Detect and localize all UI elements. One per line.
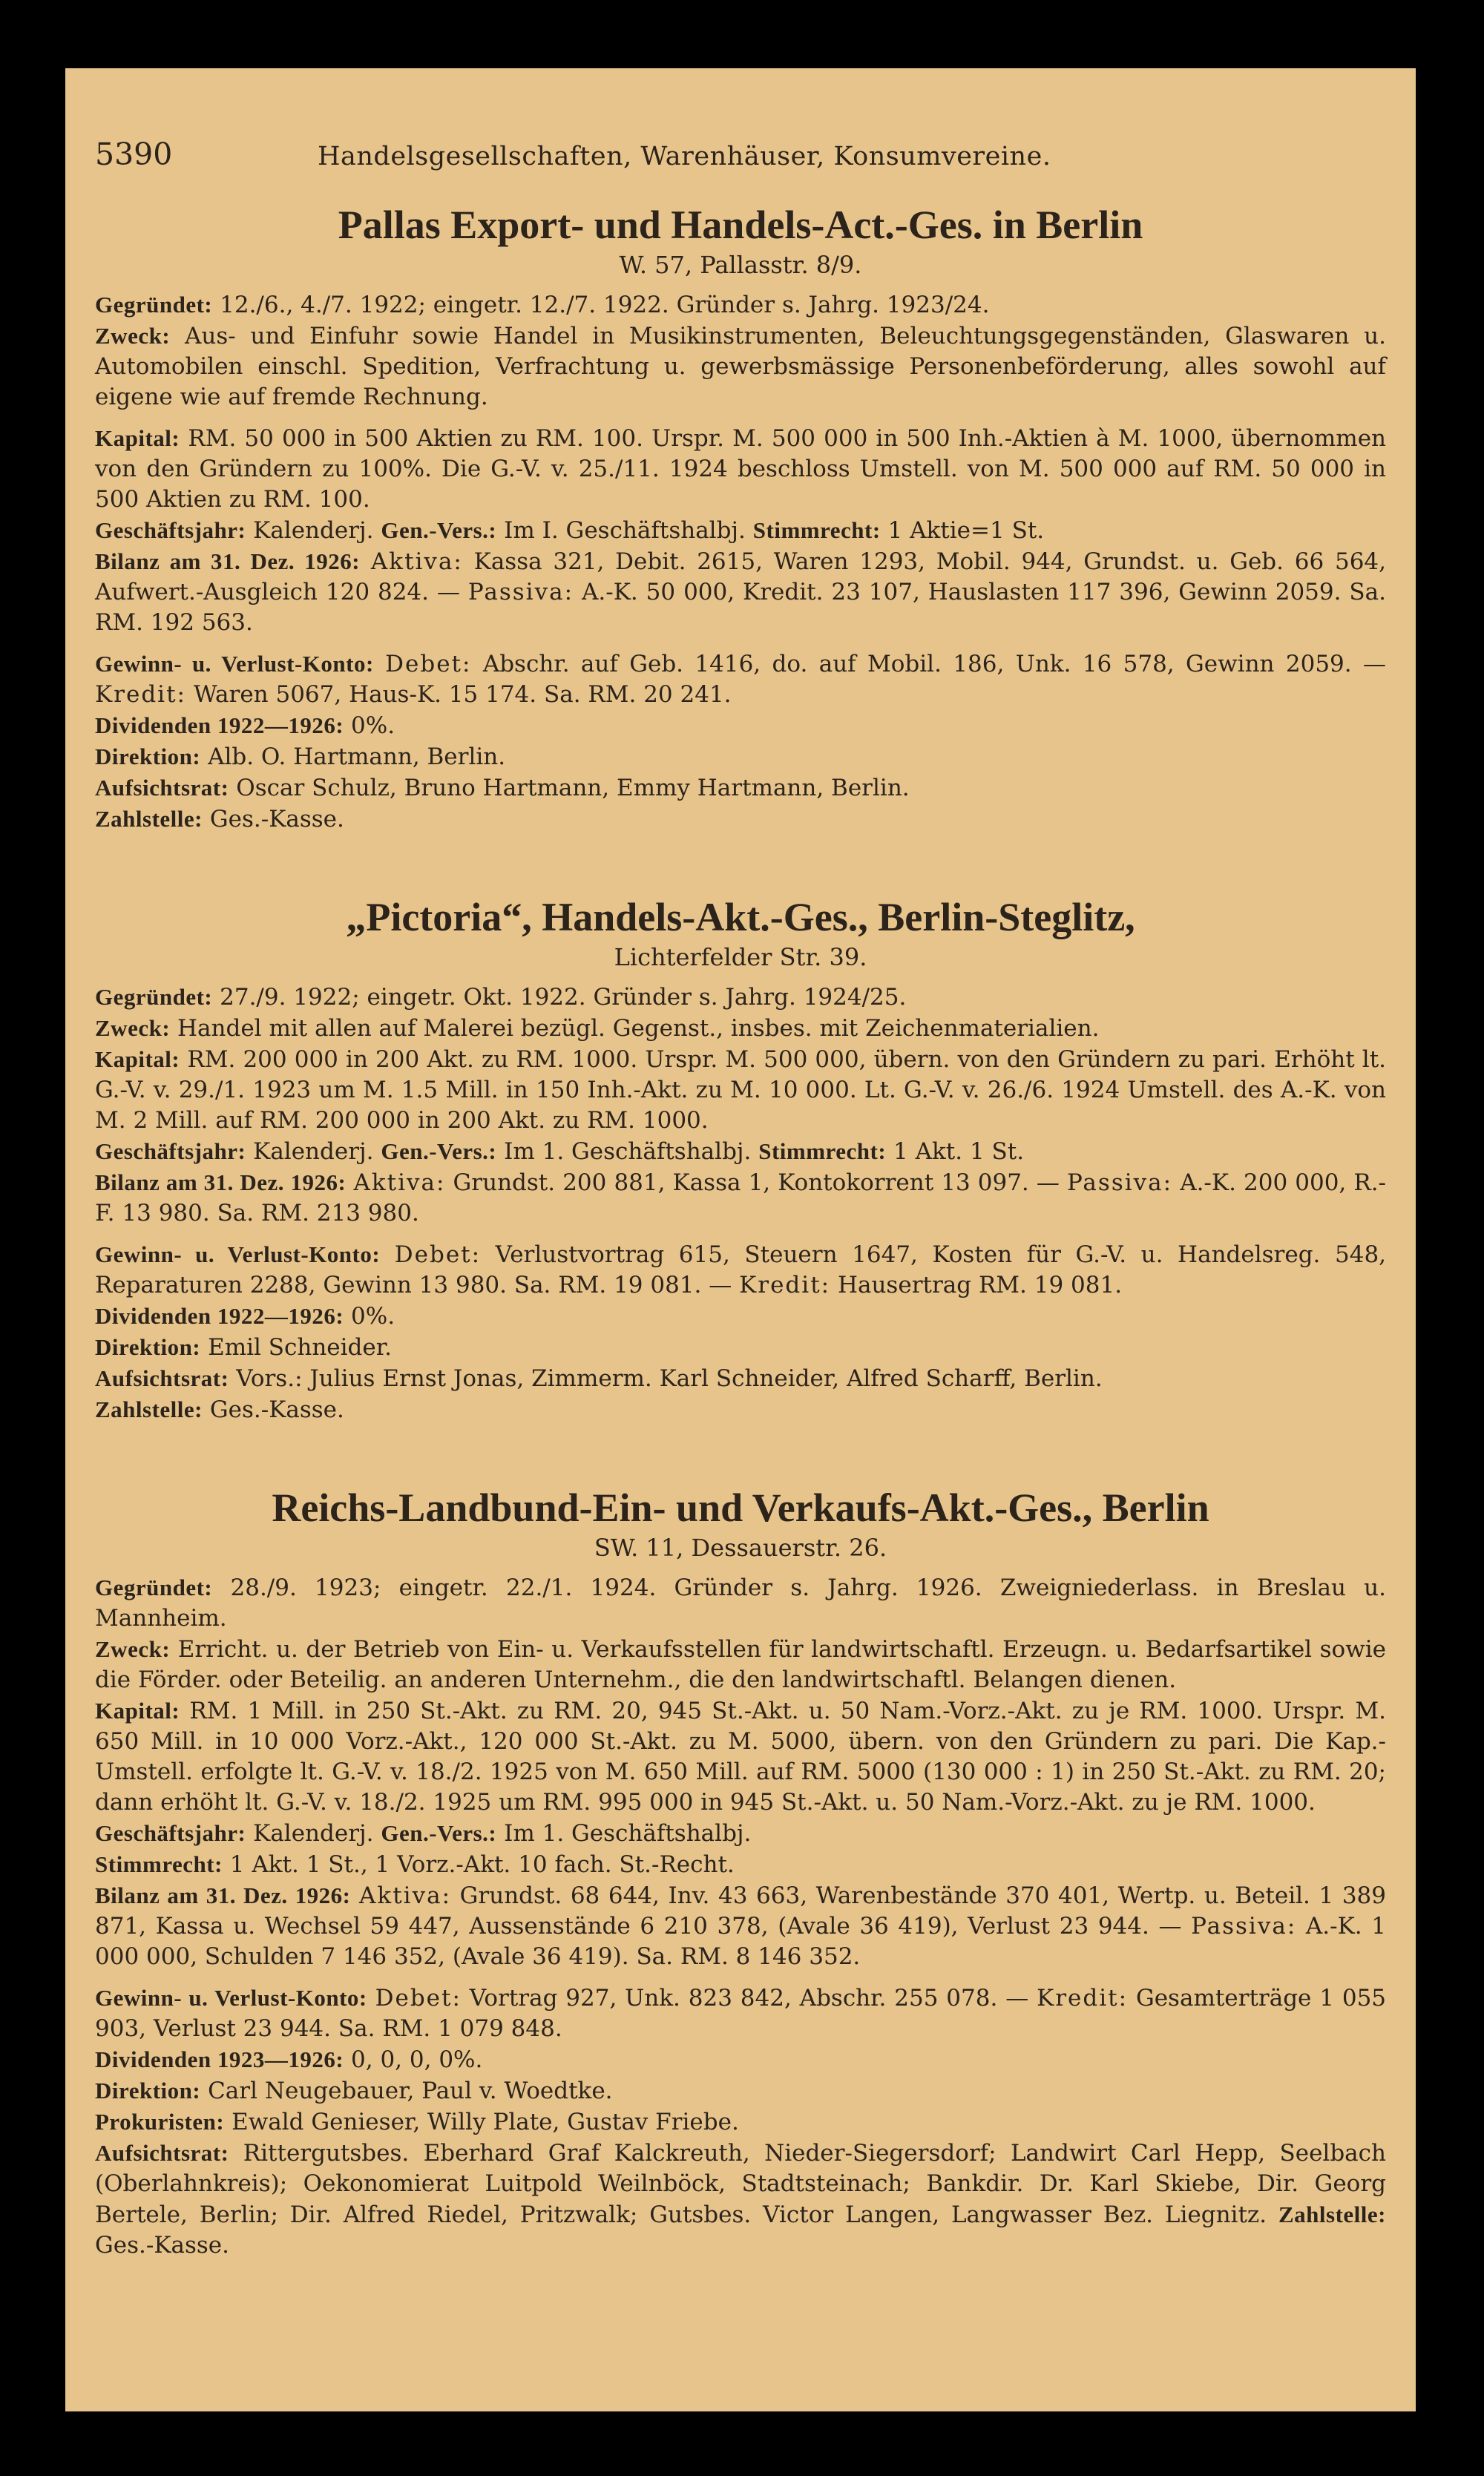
fiscal-line	[95, 1136, 1386, 1167]
purpose-text: Erricht. u. der Betrieb von Ein- u. Verkaufsstellen für landwirtschaftl. Erzeugn. u. Bedarfsartikel sowie die Förder. oder Beteilig. an anderen Unternehm., die den landwirtschaftl. Belangen dienen.	[95, 1636, 1386, 1694]
liabilities-text: A.-K. 1 000 000, Schulden 7 146 352, (Avale 36 419). Sa. RM. 8 146 352.	[95, 1913, 1386, 1971]
capital-text: RM. 50 000 in 500 Aktien zu RM. 100. Urspr. M. 500 000 in 500 Inh.-Aktien à M. 1000, übernommen von den Gründern zu 100%. Die G.-V. v. 25./11. 1924 beschloss Umstell. von M. 500 000 auf RM. 50 000 in 500 Aktien zu RM. 100.	[95, 425, 1387, 513]
capital-text: RM. 1 Mill. in 250 St.-Akt. zu RM. 20, 945 St.-Akt. u. 50 Nam.-Vorz.-Akt. zu je RM. 1000. Urspr. M. 650 Mill. in 10 000 Vorz.-Akt., 120 000 St.-Akt. zu M. 5000, übern. von den Gründern zu pari. Die Kap.-Umstell. erfolgte lt. G.-V. v. 18./2. 1925 von M. 650 Mill. auf RM. 5000 (130 000 : 1) in 250 St.-Akt. zu RM. 20; dann erhöht lt. G.-V. v. 18./2. 1925 um RM. 995 000 in 945 St.-Akt. u. 50 Nam.-Vorz.-Akt. zu je RM. 1000.	[95, 1698, 1387, 1816]
pl-line	[95, 1983, 1386, 2044]
company-address: W. 57, Pallasstr. 8/9.	[619, 251, 862, 280]
debit-word: Debet:	[394, 1241, 482, 1269]
voting-right-line	[95, 1849, 1386, 1880]
directorate-text: Emil Schneider.	[208, 1334, 393, 1362]
page-content	[95, 137, 1386, 2261]
company-address: Lichterfelder Str. 39.	[614, 943, 867, 972]
credit-text: Waren 5067, Haus-K. 15 174. Sa. RM. 20 241.	[193, 681, 732, 709]
company-address: SW. 11, Dessauerstr. 26.	[594, 1534, 887, 1563]
purpose-label: Zweck:	[95, 1636, 171, 1663]
paying-agent-label: Zahlstelle:	[95, 1396, 203, 1423]
company-title: Reichs-Landbund-Ein- und Verkaufs-Akt.-Ges., Berlin	[272, 1485, 1209, 1531]
founded-label: Gegründet:	[95, 984, 213, 1011]
founded-text: 27./9. 1922; eingetr. Okt. 1922. Gründer s. Jahrg. 1924/25.	[220, 984, 907, 1011]
dividend-text: 0%.	[351, 1303, 395, 1330]
liabilities-word: Passiva:	[467, 579, 574, 606]
supervisory-text: Oscar Schulz, Bruno Hartmann, Emmy Hartmann, Berlin.	[236, 775, 910, 802]
capital-label: Kapital:	[95, 425, 180, 452]
page-header	[95, 137, 1386, 185]
liabilities-text: A.-K. 200 000, R.-F. 13 980. Sa. RM. 213 980.	[95, 1169, 1387, 1227]
purpose-text: Aus- und Einfuhr sowie Handel in Musikinstrumenten, Beleuchtungsgegenständen, Glaswaren u. Automobilen einschl. Spedition, Verfrachtung u. gewerbsmässige Personenbeförderung, alles sowohl auf eigene wie auf fremde Rechnung.	[95, 323, 1386, 411]
procurists-label: Prokuristen:	[95, 2109, 225, 2135]
page-number: 5390	[95, 137, 173, 172]
pl-label: Gewinn- u. Verlust-Konto:	[95, 651, 374, 677]
credit-word: Kredit:	[1037, 1985, 1129, 2012]
general-meeting-text: Im 1. Geschäftshalbj.	[504, 1138, 752, 1166]
debit-text: Abschr. auf Geb. 1416, do. auf Mobil. 186, Unk. 16 578, Gewinn 2059. —	[482, 651, 1386, 678]
paying-agent-label: Zahlstelle:	[1278, 2201, 1386, 2228]
scanned-page	[65, 68, 1416, 2411]
supervisory-line	[95, 772, 1386, 804]
general-meeting-label: Gen.-Vers.:	[381, 1138, 497, 1165]
general-meeting-text: Im 1. Geschäftshalbj.	[504, 1820, 752, 1848]
dividend-text: 0, 0, 0, 0%.	[351, 2046, 483, 2074]
assets-word: Aktiva:	[353, 1169, 446, 1197]
founded-label: Gegründet:	[95, 1574, 213, 1601]
directorate-line	[95, 741, 1386, 772]
assets-text: Kassa 321, Debit. 2615, Waren 1293, Mobil. 944, Grundst. u. Geb. 66 564, Aufwert.-Ausgleich 120 824. —	[95, 548, 1387, 606]
purpose-line	[95, 1013, 1386, 1044]
debit-text: Vortrag 927, Unk. 823 842, Abschr. 255 078. —	[469, 1985, 1029, 2012]
purpose-text: Handel mit allen auf Malerei bezügl. Gegenst., insbes. mit Zeichenmaterialien.	[177, 1015, 1100, 1042]
balance-line	[95, 1880, 1386, 1972]
liabilities-word: Passiva:	[1191, 1913, 1297, 1940]
voting-right-text: 1 Akt. 1 St.	[893, 1138, 1025, 1166]
assets-text: Grundst. 68 644, Inv. 43 663, Warenbestände 370 401, Wertp. u. Beteil. 1 389 871, Kassa u. Wechsel 59 447, Aussenstände 6 210 378, (Avale 36 419), Verlust 23 944. —	[95, 1882, 1386, 1940]
fiscal-year-text: Kalenderj.	[253, 1138, 374, 1166]
directorate-label: Direktion:	[95, 1334, 201, 1361]
capital-line	[95, 1044, 1386, 1136]
voting-right-label: Stimmrecht:	[752, 517, 881, 544]
company-entry-pallas	[95, 202, 1386, 835]
paying-agent-text: Ges.-Kasse.	[95, 2232, 230, 2259]
dividend-label: Dividenden 1922—1926:	[95, 712, 344, 739]
founded-line	[95, 982, 1386, 1013]
capital-label: Kapital:	[95, 1698, 180, 1724]
founded-line	[95, 289, 1386, 321]
fiscal-year-text: Kalenderj.	[253, 1820, 374, 1848]
founded-text: 12./6., 4./7. 1922; eingetr. 12./7. 1922. Gründer s. Jahrg. 1923/24.	[220, 292, 990, 319]
supervisory-text: Vors.: Julius Ernst Jonas, Zimmerm. Karl Schneider, Alfred Scharff, Berlin.	[236, 1365, 1103, 1393]
dividend-label: Dividenden 1922—1926:	[95, 1303, 344, 1330]
dividend-line	[95, 710, 1386, 741]
purpose-line	[95, 1634, 1386, 1695]
voting-right-text: 1 Akt. 1 St., 1 Vorz.-Akt. 10 fach. St.-Recht.	[229, 1851, 735, 1879]
supervisory-label: Aufsichtsrat:	[95, 1365, 229, 1392]
liabilities-text: A.-K. 50 000, Kredit. 23 107, Hauslasten 117 396, Gewinn 2059. Sa. RM. 192 563.	[95, 579, 1386, 637]
dividend-line	[95, 1301, 1386, 1332]
general-meeting-label: Gen.-Vers.:	[381, 517, 497, 544]
directorate-text: Carl Neugebauer, Paul v. Woedtke.	[208, 2078, 613, 2105]
credit-text: Hausertrag RM. 19 081.	[837, 1272, 1123, 1299]
supervisory-label: Aufsichtsrat:	[95, 775, 229, 801]
directorate-label: Direktion:	[95, 743, 201, 770]
voting-right-text: 1 Aktie=1 St.	[887, 517, 1045, 545]
fiscal-line	[95, 515, 1386, 546]
directorate-line	[95, 1332, 1386, 1363]
capital-line	[95, 423, 1386, 515]
assets-word: Aktiva:	[359, 1882, 452, 1910]
supervisory-line	[95, 1363, 1386, 1394]
balance-label: Bilanz am 31. Dez. 1926:	[95, 1882, 351, 1909]
fiscal-year-label: Geschäftsjahr:	[95, 1138, 246, 1165]
voting-right-label: Stimmrecht:	[758, 1138, 887, 1165]
liabilities-word: Passiva:	[1066, 1169, 1173, 1197]
founded-line	[95, 1572, 1386, 1634]
company-entry-reichs-landbund	[95, 1485, 1386, 2261]
balance-label: Bilanz am 31. Dez. 1926:	[95, 1169, 347, 1196]
voting-right-label: Stimmrecht:	[95, 1851, 223, 1878]
paying-agent-text: Ges.-Kasse.	[209, 1396, 344, 1424]
directorate-text: Alb. O. Hartmann, Berlin.	[208, 743, 506, 771]
fiscal-year-text: Kalenderj.	[253, 517, 374, 545]
debit-word: Debet:	[385, 651, 472, 678]
dividend-text: 0%.	[351, 712, 395, 740]
fiscal-year-label: Geschäftsjahr:	[95, 1820, 246, 1847]
balance-line	[95, 546, 1386, 638]
fiscal-line	[95, 1818, 1386, 1849]
balance-label: Bilanz am 31. Dez. 1926:	[95, 548, 361, 575]
credit-word: Kredit:	[739, 1272, 831, 1299]
pl-label: Gewinn- u. Verlust-Konto:	[95, 1985, 367, 2012]
paying-agent-label: Zahlstelle:	[95, 806, 203, 833]
general-meeting-text: Im I. Geschäftshalbj.	[504, 517, 746, 545]
supervisory-line	[95, 2138, 1386, 2261]
founded-text: 28./9. 1923; eingetr. 22./1. 1924. Gründer s. Jahrg. 1926. Zweigniederlass. in Breslau u. Mannheim.	[95, 1574, 1386, 1632]
purpose-label: Zweck:	[95, 323, 171, 349]
supervisory-label: Aufsichtsrat:	[95, 2140, 229, 2167]
founded-label: Gegründet:	[95, 292, 213, 318]
dividend-label: Dividenden 1923—1926:	[95, 2046, 344, 2073]
assets-word: Aktiva:	[370, 548, 463, 576]
purpose-line	[95, 321, 1386, 413]
pl-line	[95, 648, 1386, 710]
credit-word: Kredit:	[95, 681, 186, 709]
company-title: „Pictoria“, Handels-Akt.-Ges., Berlin-Steglitz,	[346, 895, 1135, 940]
company-entry-pictoria	[95, 894, 1386, 1425]
procurists-line	[95, 2106, 1386, 2138]
pl-line	[95, 1239, 1386, 1301]
directorate-line	[95, 2075, 1386, 2106]
credit-text: Gesamterträge 1 055 903, Verlust 23 944. Sa. RM. 1 079 848.	[95, 1985, 1387, 2043]
procurists-text: Ewald Genieser, Willy Plate, Gustav Friebe.	[232, 2109, 739, 2136]
paying-agent-line	[95, 1394, 1386, 1425]
debit-text: Verlustvortrag 615, Steuern 1647, Kosten für G.-V. u. Handelsreg. 548, Reparaturen 2288, Gewinn 13 980. Sa. RM. 19 081. —	[95, 1241, 1387, 1299]
fiscal-year-label: Geschäftsjahr:	[95, 517, 246, 544]
assets-text: Grundst. 200 881, Kassa 1, Kontokorrent 13 097. —	[453, 1169, 1060, 1197]
purpose-label: Zweck:	[95, 1015, 171, 1042]
company-title: Pallas Export- und Handels-Act.-Ges. in Berlin	[338, 203, 1143, 247]
general-meeting-label: Gen.-Vers.:	[381, 1820, 497, 1847]
debit-word: Debet:	[375, 1985, 462, 2012]
capital-line	[95, 1695, 1386, 1818]
supervisory-text: Rittergutsbes. Eberhard Graf Kalckreuth, Nieder-Siegersdorf; Landwirt Carl Hepp, Seelbach (Oberlahnkreis); Oekonomierat Luitpold Weilnböck, Stadtsteinach; Bankdir. Dr. Karl Skiebe, Dir. Georg Bertele, Berlin; Dir. Alfred Riedel, Pritzwalk; Gutsbes. Victor Langen, Langwasser Bez. Liegnitz.	[95, 2140, 1386, 2229]
capital-label: Kapital:	[95, 1046, 180, 1073]
paying-agent-text: Ges.-Kasse.	[209, 806, 344, 833]
pl-label: Gewinn- u. Verlust-Konto:	[95, 1241, 381, 1268]
running-title: Handelsgesellschaften, Warenhäuser, Konsumvereine.	[318, 142, 1051, 171]
paying-agent-line	[95, 804, 1386, 835]
dividend-line	[95, 2044, 1386, 2075]
capital-text: RM. 200 000 in 200 Akt. zu RM. 1000. Urspr. M. 500 000, übern. von den Gründern zu pari. Erhöht lt. G.-V. v. 29./1. 1923 um M. 1.5 Mill. in 150 Inh.-Akt. zu M. 10 000. Lt. G.-V. v. 26./6. 1924 Umstell. des A.-K. von M. 2 Mill. auf RM. 200 000 in 200 Akt. zu RM. 1000.	[95, 1046, 1387, 1134]
directorate-label: Direktion:	[95, 2078, 201, 2104]
balance-line	[95, 1167, 1386, 1229]
